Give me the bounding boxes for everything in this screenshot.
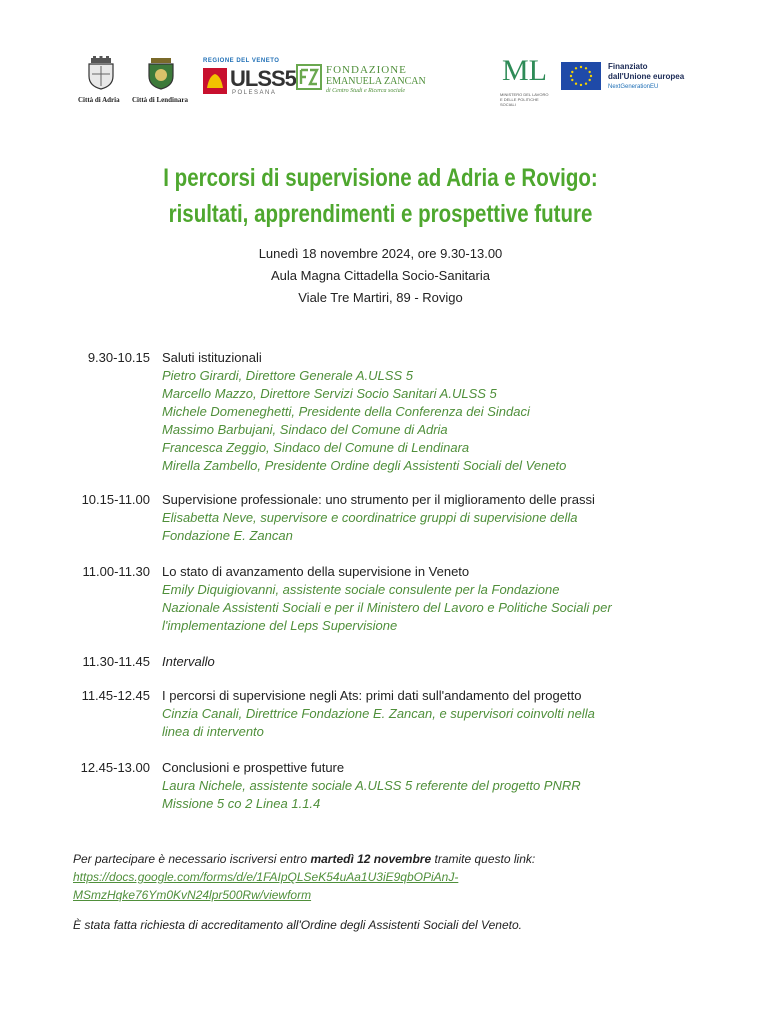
ml-caption: MINISTERO DEL LAVORO E DELLE POLITICHE SOCIALI bbox=[500, 92, 549, 107]
program-speaker: Missione 5 co 2 Linea 1.1.4 bbox=[162, 796, 321, 811]
program-speaker: Michele Domeneghetti, Presidente della Conferenza dei Sindaci bbox=[162, 404, 530, 419]
zancan-line2: EMANUELA ZANCAN bbox=[326, 76, 426, 87]
eu-line1: Finanziato bbox=[608, 62, 648, 71]
registration-link-line2[interactable]: MSmzHqke76Ym0KvN24lpr500Rw/viewform bbox=[73, 888, 312, 902]
lendinara-crest-icon bbox=[146, 56, 176, 90]
program-speaker: Pietro Girardi, Direttore Generale A.ULSS 5 bbox=[162, 368, 413, 383]
program-session-title: Conclusioni e prospettive future bbox=[162, 760, 345, 775]
lendinara-caption: Città di Lendinara bbox=[132, 96, 189, 104]
adria-caption: Città di Adria bbox=[78, 96, 120, 104]
program-time: 12.45-13.00 bbox=[80, 760, 150, 775]
program-session-title: Supervisione professionale: uno strumento per il miglioramento delle prassi bbox=[162, 492, 595, 507]
program-speaker: Francesca Zeggio, Sindaco del Comune di Lendinara bbox=[162, 440, 470, 455]
ulss-region: REGIONE DEL VENETO bbox=[203, 58, 280, 64]
registration-suffix: tramite questo link: bbox=[431, 852, 536, 866]
zancan-line1: FONDAZIONE bbox=[326, 64, 407, 76]
registration-link-line1[interactable]: https://docs.google.com/forms/d/e/1FAIpQLSeK54uAa1U3iE9qbOPiAnJ- bbox=[73, 870, 459, 884]
registration-note bbox=[73, 852, 535, 866]
program-session-title: Lo stato di avanzamento della supervisione in Veneto bbox=[162, 564, 470, 579]
event-address: Viale Tre Martiri, 89 - Rovigo bbox=[298, 290, 463, 305]
program-time: 10.15-11.00 bbox=[81, 492, 150, 507]
program-time: 11.45-12.45 bbox=[81, 688, 150, 703]
program-speaker: Cinzia Canali, Direttrice Fondazione E. Zancan, e supervisori coinvolti nella bbox=[162, 706, 595, 721]
ml-mark: ML bbox=[502, 54, 547, 87]
program-speaker: Nazionale Assistenti Sociali e per il Ministero del Lavoro e Politiche Sociali per bbox=[162, 600, 612, 615]
program-session-title: Saluti istituzionali bbox=[162, 350, 262, 365]
program-session-title: I percorsi di supervisione negli Ats: primi dati sull'andamento del progetto bbox=[162, 688, 582, 703]
adria-crest-icon bbox=[86, 56, 116, 90]
event-date: Lunedì 18 novembre 2024, ore 9.30-13.00 bbox=[258, 246, 503, 261]
eu-flag-icon bbox=[561, 62, 601, 90]
program-speaker: Laura Nichele, assistente sociale A.ULSS 5 referente del progetto PNRR bbox=[162, 778, 581, 793]
program-session-title: Intervallo bbox=[162, 654, 215, 669]
program-speaker: linea di intervento bbox=[162, 724, 264, 739]
program-speaker: l'implementazione del Leps Supervisione bbox=[162, 618, 398, 633]
program-speaker: Elisabetta Neve, supervisore e coordinatrice gruppi di supervisione della bbox=[162, 510, 578, 525]
program-speaker: Marcello Mazzo, Direttore Servizi Socio Sanitari A.ULSS 5 bbox=[162, 386, 497, 401]
program-speaker: Fondazione E. Zancan bbox=[162, 528, 293, 543]
program-speaker: Emily Diquigiovanni, assistente sociale consulente per la Fondazione bbox=[162, 582, 560, 597]
zancan-mark-icon bbox=[296, 64, 322, 90]
eu-line3: NextGenerationEU bbox=[608, 84, 659, 90]
registration-prefix: Per partecipare è necessario iscriversi entro bbox=[73, 852, 311, 866]
event-place: Aula Magna Cittadella Socio-Sanitaria bbox=[271, 268, 490, 283]
zancan-line3: di Centro Studi e Ricerca sociale bbox=[326, 88, 406, 94]
veneto-lion-icon bbox=[203, 68, 227, 94]
program-speaker: Massimo Barbujani, Sindaco del Comune di Adria bbox=[162, 422, 448, 437]
registration-deadline: martedì 12 novembre bbox=[310, 852, 432, 866]
ulss-name: ULSS5 bbox=[230, 66, 296, 91]
program-time: 11.00-11.30 bbox=[82, 564, 150, 579]
logo-strip bbox=[0, 52, 761, 112]
page-title-line2: risultati, apprendimenti e prospettive future bbox=[168, 200, 593, 228]
program-time: 11.30-11.45 bbox=[82, 654, 150, 669]
program-speaker: Mirella Zambello, Presidente Ordine degli Assistenti Sociali del Veneto bbox=[162, 458, 567, 473]
program-time: 9.30-10.15 bbox=[87, 350, 150, 365]
ulss-area: POLESANA bbox=[232, 90, 277, 96]
eu-line2: dall'Unione europea bbox=[608, 72, 685, 81]
page-title-line1: I percorsi di supervisione ad Adria e Rovigo: bbox=[163, 164, 598, 192]
accreditation-note: È stata fatta richiesta di accreditamento all'Ordine degli Assistenti Sociali del Veneto. bbox=[73, 918, 522, 932]
